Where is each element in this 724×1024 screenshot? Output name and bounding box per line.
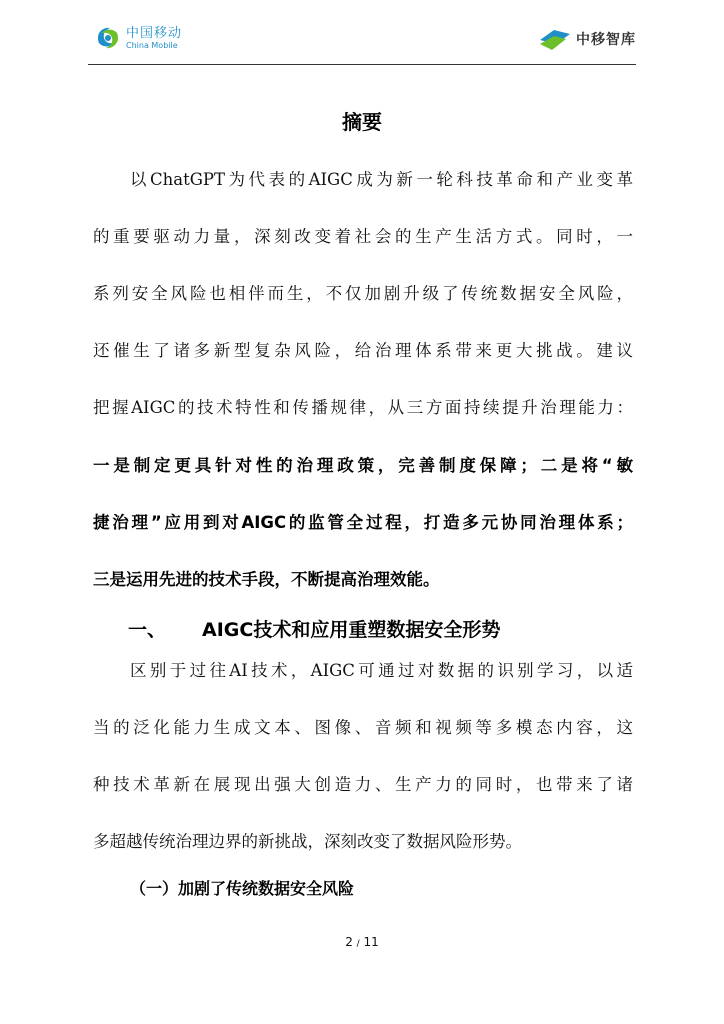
section-number: 一、: [128, 619, 167, 641]
page-title: 摘要: [342, 110, 382, 134]
section-line: 多超越传统治理边界的新挑战，深刻改变了数据风险形势。: [93, 832, 522, 851]
page-number: [0, 935, 724, 949]
page-header: [88, 20, 636, 64]
china-mobile-cn: 中国移动: [126, 25, 183, 41]
section-heading: [128, 615, 500, 642]
abstract-line: 把握AIGC的技术特性和传播规律，从三方面持续提升治理能力：: [93, 398, 633, 417]
section-line: 种技术革新在展现出强大创造力、生产力的同时，也带来了诸: [93, 775, 633, 794]
china-mobile-logo-icon: [94, 24, 122, 52]
abstract-bold-line: 一是制定更具针对性的治理政策，完善制度保障；二是将“敏: [93, 456, 633, 475]
section-line: 区别于过往AI技术，AIGC可通过对数据的识别学习，以适: [130, 661, 633, 680]
page-current: 2: [345, 935, 353, 949]
abstract-line: 还催生了诸多新型复杂风险，给治理体系带来更大挑战。建议: [93, 341, 633, 360]
subsection-heading: （一）加剧了传统数据安全风险: [130, 879, 355, 898]
abstract-bold-line: 三是运用先进的技术手段，不断提高治理效能。: [93, 570, 440, 589]
abstract-line: 的重要驱动力量，深刻改变着社会的生产生活方式。同时，一: [93, 227, 633, 246]
zhongyi-zhiku-logo-icon: [538, 24, 572, 54]
abstract-line: 以ChatGPT为代表的AIGC成为新一轮科技革命和产业变革: [130, 170, 633, 189]
section-title: AIGC技术和应用重塑数据安全形势: [202, 619, 501, 641]
abstract-bold-line: 捷治理”应用到对AIGC的监管全过程，打造多元协同治理体系；: [93, 513, 633, 532]
page-separator: /: [356, 939, 360, 949]
section-line: 当的泛化能力生成文本、图像、音频和视频等多模态内容，这: [93, 718, 633, 737]
abstract-line: 系列安全风险也相伴而生，不仅加剧升级了传统数据安全风险，: [93, 284, 633, 303]
header-divider: [88, 64, 636, 65]
china-mobile-logo: [94, 24, 182, 52]
page-total: 11: [363, 935, 379, 949]
zhongyi-zhiku-logo: [538, 24, 636, 54]
china-mobile-en: China Mobile: [126, 40, 178, 50]
zhongyi-zhiku-name: 中移智库: [576, 32, 636, 48]
